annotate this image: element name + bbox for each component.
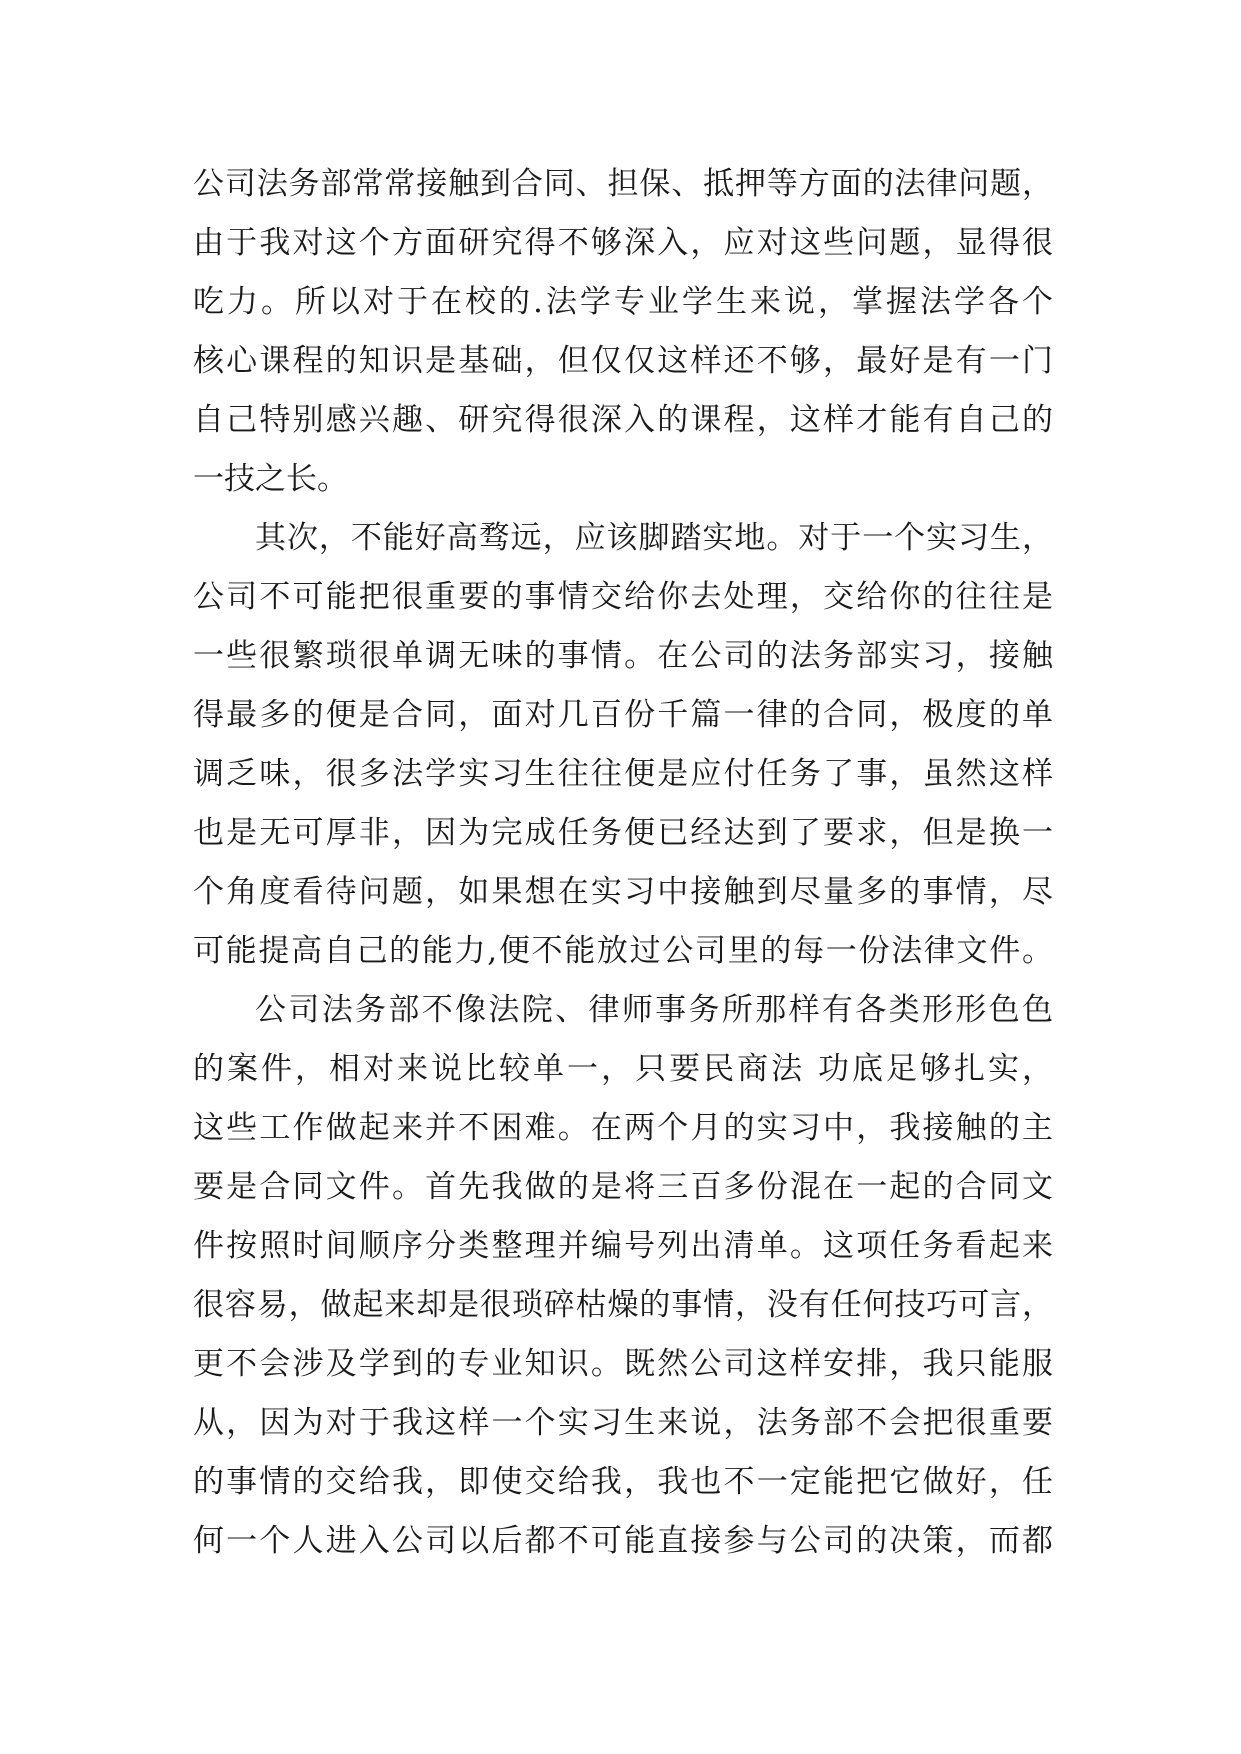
text-line: 公司不可能把很重要的事情交给你去处理，交给你的往往是 [193,579,1053,615]
text-line: 个角度看待问题，如果想在实习中接触到尽量多的事情，尽 [193,874,1053,910]
paragraph [193,509,1053,981]
text-line: 其次，不能好高骛远，应该脚踏实地。对于一个实习生， [255,520,1053,556]
text-line: 可能提高自己的能力,便不能放过公司里的每一份法律文件。 [193,933,1053,969]
text-line: 自己特别感兴趣、研究得很深入的课程，这样才能有自己的 [193,402,1053,438]
text-line: 一技之长。 [193,461,348,497]
text-line: 公司法务部不像法院、律师事务所那样有各类形形色色 [255,992,1053,1028]
text-line: 从，因为对于我这样一个实习生来说，法务部不会把很重要 [193,1405,1053,1441]
text-line: 更不会涉及学到的专业知识。既然公司这样安排，我只能服 [193,1346,1053,1382]
text-line: 也是无可厚非，因为完成任务便已经达到了要求，但是换一 [193,815,1053,851]
text-line: 件按照时间顺序分类整理并编号列出清单。这项任务看起来 [193,1228,1053,1264]
text-line: 很容易，做起来却是很琐碎枯燥的事情，没有任何技巧可言， [193,1287,1053,1323]
document-body [193,155,1053,1571]
text-line: 公司法务部常常接触到合同、担保、抵押等方面的法律问题， [193,166,1053,202]
text-line: 吃力。所以对于在校的.法学专业学生来说，掌握法学各个 [193,284,1053,320]
text-line: 调乏味，很多法学实习生往往便是应付任务了事，虽然这样 [193,756,1053,792]
text-line: 一些很繁琐很单调无味的事情。在公司的法务部实习，接触 [193,638,1053,674]
text-line: 由于我对这个方面研究得不够深入，应对这些问题，显得很 [193,225,1053,261]
text-line: 何一个人进入公司以后都不可能直接参与公司的决策，而都 [193,1523,1053,1559]
paragraph [193,155,1053,509]
text-line: 得最多的便是合同，面对几百份千篇一律的合同，极度的单 [193,697,1053,733]
text-line: 的案件，相对来说比较单一，只要民商法 功底足够扎实， [193,1051,1053,1087]
text-line: 核心课程的知识是基础，但仅仅这样还不够，最好是有一门 [193,343,1053,379]
text-line: 要是合同文件。首先我做的是将三百多份混在一起的合同文 [193,1169,1053,1205]
text-line: 这些工作做起来并不困难。在两个月的实习中，我接触的主 [193,1110,1053,1146]
text-line: 的事情的交给我，即使交给我，我也不一定能把它做好，任 [193,1464,1053,1500]
paragraph [193,981,1053,1571]
